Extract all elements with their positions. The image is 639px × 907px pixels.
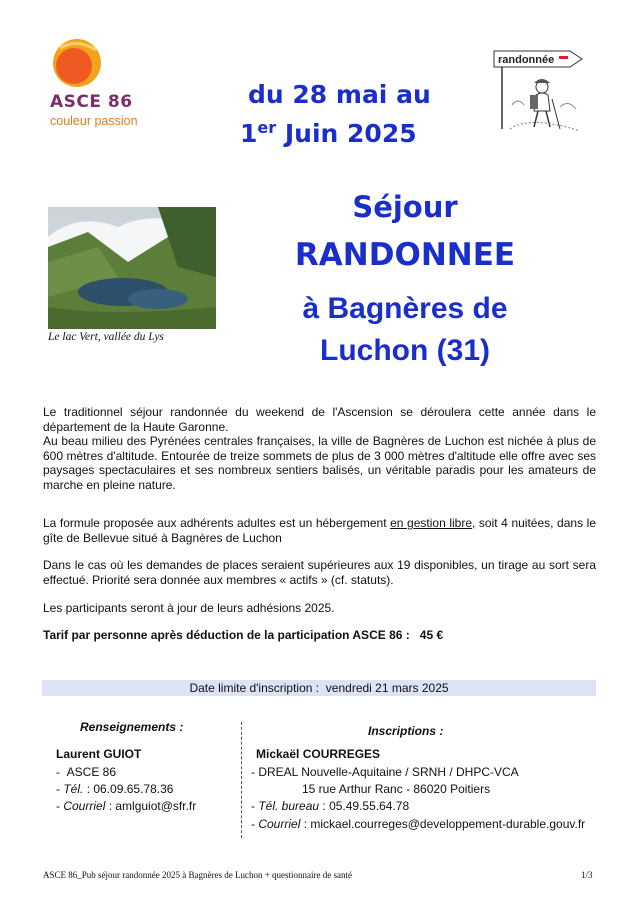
renseignements-mail-value[interactable]: amlguiot@sfr.fr bbox=[115, 799, 197, 813]
sign-text: randonnée bbox=[498, 54, 555, 66]
date-ordinal: er bbox=[257, 118, 277, 137]
inscriptions-address: 15 rue Arthur Ranc - 86020 Poitiers bbox=[302, 782, 491, 796]
date-line-2 bbox=[240, 118, 417, 148]
renseignements-name: Laurent GUIOT bbox=[56, 747, 142, 761]
price-line bbox=[43, 628, 443, 642]
renseignements-org-text: ASCE 86 bbox=[66, 765, 117, 779]
inscriptions-mail: - Courriel : mickael.courreges@developpement-durable.gouv.fr bbox=[251, 817, 586, 831]
logo-tagline: couleur passion bbox=[50, 114, 138, 128]
inscriptions-mail-label: Courriel bbox=[258, 817, 301, 831]
intro-paragraph: Le traditionnel séjour randonnée du weekend de l'Ascension se déroulera cette année dans le département de la Haute Garonne. bbox=[43, 405, 596, 434]
description-paragraph: Au beau milieu des Pyrénées centrales françaises, la ville de Bagnères de Luchon est nichée à plus de 600 mètres d'altitude. Entourée de treize sommets de plus de 3 000 mètres d'altitude elle offre avec ses paysages spectaculaires et ses nombreux sentiers balisés, un véritable paradis pour les amateurs de marche en pleine nature. bbox=[43, 434, 596, 492]
renseignements-mail: - Courriel : amlguiot@sfr.fr bbox=[56, 799, 197, 813]
renseignements-tel-value[interactable]: 06.09.65.78.36 bbox=[93, 782, 174, 796]
price-value: 45 € bbox=[419, 628, 444, 642]
renseignements-mail-label: Courriel bbox=[63, 799, 106, 813]
title-line-2: RANDONNEE bbox=[294, 237, 516, 273]
inscriptions-org: - DREAL Nouvelle-Aquitaine / SRNH / DHPC-VCA bbox=[251, 765, 519, 779]
deadline-label: Date limite d'inscription : bbox=[189, 681, 320, 695]
footer-text: ASCE 86_Pub séjour randonnée 2025 à Bagnères de Luchon + questionnaire de santé bbox=[43, 870, 353, 880]
accommodation-underlined: en gestion libre bbox=[390, 516, 473, 530]
inscriptions-tel-label: Tél. bureau bbox=[258, 799, 320, 813]
page-number: 1/3 bbox=[581, 870, 593, 880]
photo-caption: Le lac Vert, vallée du Lys bbox=[48, 331, 164, 343]
deadline-banner bbox=[42, 680, 596, 696]
inscriptions-org-text: DREAL Nouvelle-Aquitaine / SRNH / DHPC-VCA bbox=[258, 765, 519, 779]
membership-paragraph: Les participants seront à jour de leurs adhésions 2025. bbox=[43, 601, 335, 615]
inscriptions-mail-value[interactable]: mickael.courreges@developpement-durable.gouv.fr bbox=[310, 817, 586, 831]
title-line-3: à Bagnères de bbox=[302, 292, 508, 325]
hiker-icon bbox=[490, 45, 586, 137]
inscriptions-tel: - Tél. bureau : 05.49.55.64.78 bbox=[251, 799, 410, 813]
lake-photo bbox=[48, 207, 216, 329]
accommodation-paragraph bbox=[43, 516, 596, 545]
accommodation-text-2: , soit 4 nuitées, dans le gîte de Bellevue situé à Bagnères de Luchon bbox=[43, 516, 596, 545]
logo-brand: ASCE 86 bbox=[50, 92, 133, 112]
accommodation-text-1: La formule proposée aux adhérents adultes est un hébergement bbox=[43, 516, 391, 530]
date-line-1: du 28 mai au bbox=[248, 80, 431, 109]
title-line-4: Luchon (31) bbox=[320, 334, 490, 367]
title-line-1: Séjour bbox=[352, 190, 458, 224]
date-day: 1 bbox=[240, 119, 258, 148]
asce86-logo bbox=[46, 38, 156, 130]
renseignements-heading: Renseignements : bbox=[80, 720, 184, 734]
date-month-year: Juin 2025 bbox=[276, 119, 417, 148]
logo-sun-icon bbox=[52, 38, 102, 88]
renseignements-org: - ASCE 86 bbox=[56, 765, 117, 779]
inscriptions-name: Mickaël COURREGES bbox=[256, 747, 381, 761]
inscriptions-tel-value[interactable]: 05.49.55.64.78 bbox=[329, 799, 410, 813]
hiker-sign-illustration bbox=[490, 45, 586, 137]
column-divider bbox=[241, 722, 243, 838]
lottery-paragraph: Dans le cas où les demandes de places seraient supérieures aux 19 disponibles, un tirage au sort sera effectué. Priorité sera donnée aux membres « actifs » (cf. statuts). bbox=[43, 558, 596, 587]
inscriptions-heading: Inscriptions : bbox=[368, 724, 444, 738]
price-label: Tarif par personne après déduction de la participation ASCE 86 : bbox=[43, 628, 410, 642]
deadline-value: vendredi 21 mars 2025 bbox=[325, 681, 449, 695]
renseignements-tel: - Tél. : 06.09.65.78.36 bbox=[56, 782, 174, 796]
renseignements-tel-label: Tél. bbox=[63, 782, 84, 796]
